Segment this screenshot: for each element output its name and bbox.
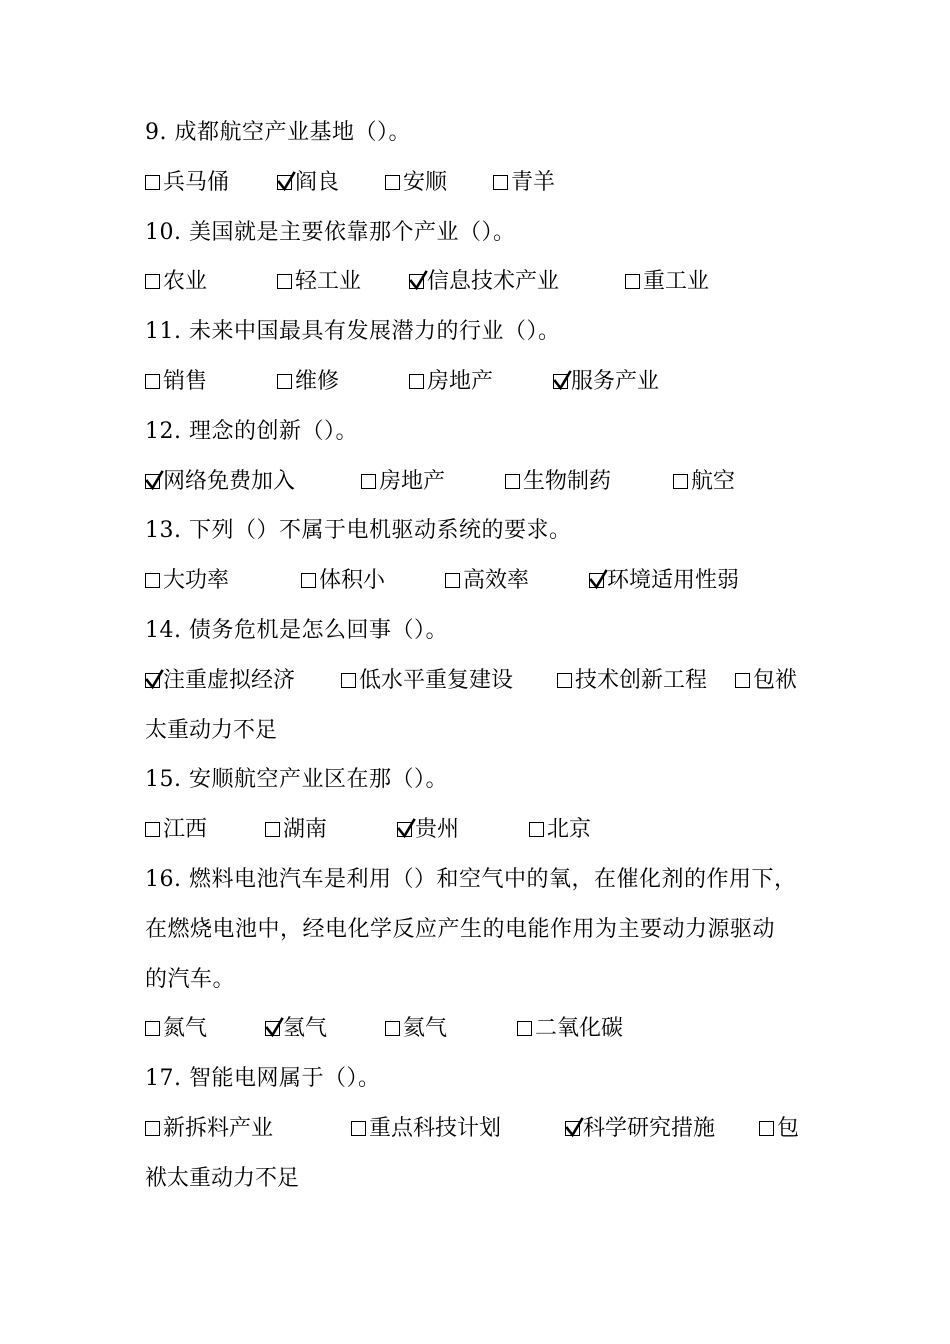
option-item[interactable] bbox=[529, 805, 591, 855]
document-page bbox=[145, 108, 815, 1204]
option-item[interactable] bbox=[625, 257, 709, 307]
checkbox-icon[interactable] bbox=[625, 274, 640, 289]
option-label: 航空 bbox=[691, 468, 736, 494]
question-text: 17. 智能电网属于（）。 bbox=[145, 1066, 381, 1092]
option-item[interactable] bbox=[145, 158, 229, 208]
options-row bbox=[145, 1104, 815, 1154]
option-label: 体积小 bbox=[319, 568, 386, 594]
option-item[interactable] bbox=[145, 457, 295, 507]
option-label: 氢气 bbox=[283, 1016, 328, 1042]
option-label: 网络免费加入 bbox=[163, 468, 296, 494]
checkbox-icon[interactable] bbox=[493, 175, 508, 190]
checkbox-icon[interactable] bbox=[145, 1021, 160, 1036]
option-label: 房地产 bbox=[427, 368, 494, 394]
checkbox-icon[interactable] bbox=[445, 573, 460, 588]
option-label: 生物制药 bbox=[523, 468, 612, 494]
option-label: 技术创新工程 bbox=[575, 667, 708, 693]
options-row bbox=[145, 1004, 815, 1054]
check-mark-icon bbox=[565, 1116, 585, 1138]
option-item[interactable] bbox=[277, 257, 361, 307]
option-item[interactable] bbox=[759, 1104, 799, 1154]
option-label: 销售 bbox=[163, 368, 208, 394]
option-label: 环境适用性弱 bbox=[607, 568, 740, 594]
option-label: 北京 bbox=[547, 817, 592, 843]
option-label: 安顺 bbox=[403, 169, 448, 195]
checkbox-icon[interactable] bbox=[735, 673, 750, 688]
options-row bbox=[145, 805, 815, 855]
option-label: 二氧化碳 bbox=[535, 1016, 624, 1042]
checkbox-icon[interactable] bbox=[529, 822, 544, 837]
checkbox-icon[interactable] bbox=[351, 1121, 366, 1136]
option-item[interactable] bbox=[397, 805, 459, 855]
option-label: 农业 bbox=[163, 269, 208, 295]
question-text: 13. 下列（）不属于电机驱动系统的要求。 bbox=[145, 518, 572, 544]
checkbox-icon[interactable] bbox=[341, 673, 356, 688]
question-text: 16. 燃料电池汽车是利用（）和空气中的氧，在催化剂的作用下， bbox=[145, 866, 797, 892]
checked-checkbox-icon[interactable] bbox=[565, 1121, 580, 1136]
check-mark-icon bbox=[277, 170, 297, 192]
option-item[interactable] bbox=[385, 158, 447, 208]
option-item[interactable] bbox=[277, 158, 339, 208]
option-label: 湖南 bbox=[283, 817, 328, 843]
options-row bbox=[145, 158, 815, 208]
option-label: 包袱 bbox=[753, 667, 798, 693]
checkbox-icon[interactable] bbox=[759, 1121, 774, 1136]
options-row bbox=[145, 357, 815, 407]
option-item[interactable] bbox=[265, 1004, 327, 1054]
option-label: 科学研究措施 bbox=[583, 1115, 716, 1141]
options-row bbox=[145, 656, 815, 706]
question-text: 15. 安顺航空产业区在那（）。 bbox=[145, 767, 448, 793]
option-item[interactable] bbox=[301, 556, 385, 606]
option-label: 重工业 bbox=[643, 269, 710, 295]
checkbox-icon[interactable] bbox=[145, 274, 160, 289]
option-label: 兵马俑 bbox=[163, 169, 230, 195]
option-continuation-text: 太重动力不足 bbox=[145, 717, 278, 743]
checkbox-icon[interactable] bbox=[145, 822, 160, 837]
checkbox-icon[interactable] bbox=[385, 175, 400, 190]
option-item[interactable] bbox=[673, 457, 735, 507]
checkbox-icon[interactable] bbox=[301, 573, 316, 588]
option-item[interactable] bbox=[735, 656, 797, 706]
option-label: 包 bbox=[777, 1115, 800, 1141]
option-item[interactable] bbox=[145, 556, 229, 606]
option-item[interactable] bbox=[385, 1004, 447, 1054]
checked-checkbox-icon[interactable] bbox=[265, 1021, 280, 1036]
option-label: 贵州 bbox=[415, 817, 460, 843]
option-item[interactable] bbox=[277, 357, 339, 407]
option-item[interactable] bbox=[341, 656, 513, 706]
checked-checkbox-icon[interactable] bbox=[397, 822, 412, 837]
option-label: 房地产 bbox=[379, 468, 446, 494]
option-item[interactable] bbox=[557, 656, 707, 706]
checkbox-icon[interactable] bbox=[385, 1021, 400, 1036]
question-text: 9. 成都航空产业基地（）。 bbox=[145, 120, 411, 145]
checkbox-icon[interactable] bbox=[145, 573, 160, 588]
checked-checkbox-icon[interactable] bbox=[145, 673, 160, 688]
checkbox-icon[interactable] bbox=[277, 374, 292, 389]
checkbox-icon[interactable] bbox=[673, 474, 688, 489]
checked-checkbox-icon[interactable] bbox=[409, 274, 424, 289]
options-row bbox=[145, 556, 815, 606]
option-label: 重点科技计划 bbox=[369, 1115, 502, 1141]
option-item[interactable] bbox=[409, 357, 493, 407]
option-item[interactable] bbox=[589, 556, 739, 606]
option-item[interactable] bbox=[553, 357, 659, 407]
option-item[interactable] bbox=[145, 1104, 273, 1154]
checkbox-icon[interactable] bbox=[557, 673, 572, 688]
checkbox-icon[interactable] bbox=[277, 274, 292, 289]
checkbox-icon[interactable] bbox=[145, 374, 160, 389]
checked-checkbox-icon[interactable] bbox=[589, 573, 604, 588]
option-continuation-text: 袱太重动力不足 bbox=[145, 1165, 300, 1191]
option-label: 氮气 bbox=[163, 1016, 208, 1042]
checkbox-icon[interactable] bbox=[361, 474, 376, 489]
option-item[interactable] bbox=[265, 805, 327, 855]
option-label: 江西 bbox=[163, 817, 208, 843]
option-item[interactable] bbox=[145, 656, 295, 706]
check-mark-icon bbox=[409, 269, 429, 291]
checked-checkbox-icon[interactable] bbox=[145, 474, 160, 489]
options-row bbox=[145, 457, 815, 507]
option-item[interactable] bbox=[361, 457, 445, 507]
option-label: 阎良 bbox=[295, 169, 340, 195]
check-mark-icon bbox=[145, 469, 165, 491]
option-label: 氦气 bbox=[403, 1016, 448, 1042]
question-text: 在燃烧电池中，经电化学反应产生的电能作用为主要动力源驱动 bbox=[145, 916, 776, 942]
option-item[interactable] bbox=[445, 556, 529, 606]
check-mark-icon bbox=[145, 668, 165, 690]
question-text: 的汽车。 bbox=[145, 966, 236, 992]
option-label: 低水平重复建设 bbox=[359, 667, 514, 693]
option-item[interactable] bbox=[145, 257, 207, 307]
options-row bbox=[145, 257, 815, 307]
checkbox-icon[interactable] bbox=[505, 474, 520, 489]
check-mark-icon bbox=[553, 369, 573, 391]
checked-checkbox-icon[interactable] bbox=[553, 374, 568, 389]
option-item[interactable] bbox=[145, 357, 207, 407]
option-label: 青羊 bbox=[511, 169, 556, 195]
option-item[interactable] bbox=[517, 1004, 623, 1054]
option-label: 维修 bbox=[295, 368, 340, 394]
option-label: 高效率 bbox=[463, 568, 530, 594]
question-text: 14. 债务危机是怎么回事（）。 bbox=[145, 617, 448, 643]
checkbox-icon[interactable] bbox=[265, 822, 280, 837]
checkbox-icon[interactable] bbox=[145, 175, 160, 190]
option-item[interactable] bbox=[145, 1004, 207, 1054]
option-item[interactable] bbox=[351, 1104, 501, 1154]
check-mark-icon bbox=[397, 817, 417, 839]
option-label: 轻工业 bbox=[295, 269, 362, 295]
check-mark-icon bbox=[265, 1016, 285, 1038]
option-label: 大功率 bbox=[163, 568, 230, 594]
option-item[interactable] bbox=[565, 1104, 715, 1154]
checked-checkbox-icon[interactable] bbox=[277, 175, 292, 190]
check-mark-icon bbox=[589, 568, 609, 590]
question-text: 12. 理念的创新（）。 bbox=[145, 418, 358, 444]
option-label: 新拆料产业 bbox=[163, 1115, 274, 1141]
checkbox-icon[interactable] bbox=[409, 374, 424, 389]
option-label: 信息技术产业 bbox=[427, 269, 560, 295]
option-label: 注重虚拟经济 bbox=[163, 667, 296, 693]
option-item[interactable] bbox=[493, 158, 555, 208]
checkbox-icon[interactable] bbox=[517, 1021, 532, 1036]
option-item[interactable] bbox=[505, 457, 611, 507]
question-text: 10. 美国就是主要依靠那个产业（）。 bbox=[145, 219, 516, 245]
checkbox-icon[interactable] bbox=[145, 1121, 160, 1136]
option-label: 服务产业 bbox=[571, 368, 660, 394]
question-text: 11. 未来中国最具有发展潜力的行业（）。 bbox=[145, 319, 561, 345]
option-item[interactable] bbox=[409, 257, 559, 307]
option-item[interactable] bbox=[145, 805, 207, 855]
